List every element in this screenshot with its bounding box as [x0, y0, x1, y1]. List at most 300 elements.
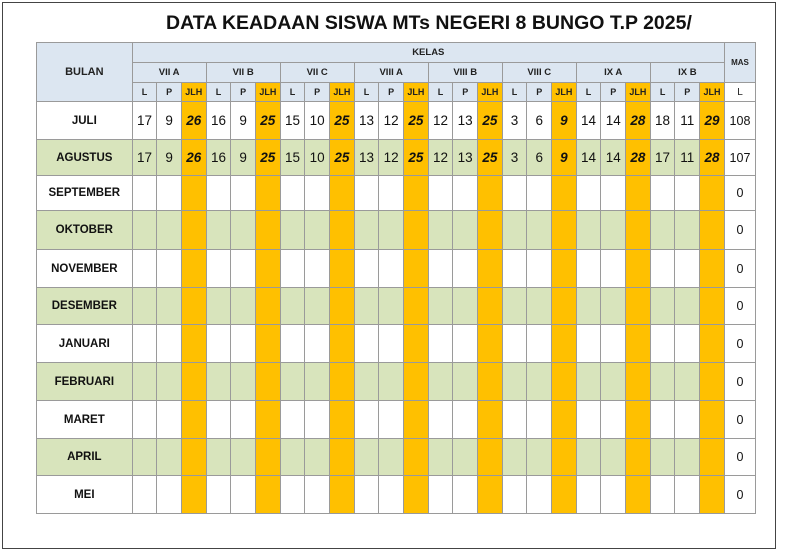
value-cell[interactable]: [576, 211, 601, 250]
total-cell[interactable]: 0: [724, 401, 755, 439]
value-cell[interactable]: 16: [206, 102, 231, 140]
jlh-cell[interactable]: [552, 288, 577, 325]
value-cell[interactable]: [231, 250, 256, 288]
value-cell[interactable]: [132, 288, 157, 325]
header-l: L: [650, 83, 675, 102]
value-cell[interactable]: [675, 401, 700, 439]
value-cell[interactable]: [601, 325, 626, 363]
value-cell[interactable]: [428, 476, 453, 514]
value-cell[interactable]: 17: [132, 140, 157, 176]
value-cell[interactable]: 16: [206, 140, 231, 176]
value-cell[interactable]: [280, 476, 305, 514]
month-cell[interactable]: MARET: [37, 401, 133, 439]
value-cell[interactable]: [132, 401, 157, 439]
jlh-cell[interactable]: [552, 439, 577, 476]
value-cell[interactable]: [527, 476, 552, 514]
jlh-cell[interactable]: [330, 401, 355, 439]
value-cell[interactable]: 14: [601, 102, 626, 140]
value-cell[interactable]: [206, 211, 231, 250]
jlh-cell[interactable]: [255, 250, 280, 288]
total-cell[interactable]: 0: [724, 325, 755, 363]
value-cell[interactable]: [675, 439, 700, 476]
value-cell[interactable]: 13: [354, 102, 379, 140]
value-cell[interactable]: [305, 363, 330, 401]
value-cell[interactable]: [576, 250, 601, 288]
value-cell[interactable]: 3: [502, 140, 527, 176]
jlh-cell[interactable]: [552, 211, 577, 250]
header-p: P: [453, 83, 478, 102]
value-cell[interactable]: [231, 325, 256, 363]
month-cell[interactable]: FEBRUARI: [37, 363, 133, 401]
jlh-cell[interactable]: 25: [255, 102, 280, 140]
total-cell[interactable]: 0: [724, 211, 755, 250]
value-cell[interactable]: [527, 401, 552, 439]
value-cell[interactable]: [453, 250, 478, 288]
jlh-cell[interactable]: [255, 401, 280, 439]
value-cell[interactable]: [379, 176, 404, 211]
jlh-cell[interactable]: [330, 211, 355, 250]
total-cell[interactable]: 0: [724, 176, 755, 211]
header-p: P: [157, 83, 182, 102]
value-cell[interactable]: [305, 325, 330, 363]
jlh-cell[interactable]: 25: [404, 140, 429, 176]
jlh-cell[interactable]: [330, 250, 355, 288]
total-cell[interactable]: 0: [724, 288, 755, 325]
value-cell[interactable]: [132, 250, 157, 288]
jlh-cell[interactable]: [626, 363, 651, 401]
jlh-cell[interactable]: [181, 288, 206, 325]
jlh-cell[interactable]: [181, 250, 206, 288]
value-cell[interactable]: [305, 439, 330, 476]
jlh-cell[interactable]: [181, 363, 206, 401]
jlh-cell[interactable]: 25: [404, 102, 429, 140]
value-cell[interactable]: [453, 439, 478, 476]
jlh-cell[interactable]: 28: [700, 140, 725, 176]
value-cell[interactable]: [601, 250, 626, 288]
value-cell[interactable]: [206, 363, 231, 401]
jlh-cell[interactable]: [552, 250, 577, 288]
jlh-cell[interactable]: [181, 476, 206, 514]
value-cell[interactable]: [453, 176, 478, 211]
value-cell[interactable]: [453, 476, 478, 514]
month-cell[interactable]: DESEMBER: [37, 288, 133, 325]
value-cell[interactable]: [576, 363, 601, 401]
jlh-cell[interactable]: [255, 476, 280, 514]
value-cell[interactable]: [650, 211, 675, 250]
value-cell[interactable]: 6: [527, 102, 552, 140]
value-cell[interactable]: [305, 211, 330, 250]
total-cell[interactable]: 0: [724, 363, 755, 401]
value-cell[interactable]: [305, 288, 330, 325]
value-cell[interactable]: [231, 211, 256, 250]
value-cell[interactable]: [576, 176, 601, 211]
value-cell[interactable]: [132, 439, 157, 476]
jlh-cell[interactable]: [404, 401, 429, 439]
value-cell[interactable]: [675, 176, 700, 211]
value-cell[interactable]: [601, 211, 626, 250]
jlh-cell[interactable]: [478, 325, 503, 363]
value-cell[interactable]: [280, 363, 305, 401]
value-cell[interactable]: [379, 439, 404, 476]
value-cell[interactable]: [157, 211, 182, 250]
value-cell[interactable]: [379, 250, 404, 288]
value-cell[interactable]: [502, 325, 527, 363]
month-cell[interactable]: SEPTEMBER: [37, 176, 133, 211]
value-cell[interactable]: [502, 250, 527, 288]
value-cell[interactable]: [354, 288, 379, 325]
value-cell[interactable]: [206, 250, 231, 288]
value-cell[interactable]: [354, 439, 379, 476]
value-cell[interactable]: [675, 325, 700, 363]
value-cell[interactable]: [601, 363, 626, 401]
value-cell[interactable]: [354, 476, 379, 514]
table-row: [37, 102, 756, 140]
value-cell[interactable]: 14: [576, 140, 601, 176]
value-cell[interactable]: 10: [305, 140, 330, 176]
jlh-cell[interactable]: 28: [626, 140, 651, 176]
value-cell[interactable]: 17: [132, 102, 157, 140]
jlh-cell[interactable]: 28: [626, 102, 651, 140]
header-jlh: JLH: [255, 83, 280, 102]
value-cell[interactable]: [453, 288, 478, 325]
value-cell[interactable]: [280, 211, 305, 250]
jlh-cell[interactable]: [626, 439, 651, 476]
jlh-cell[interactable]: [626, 401, 651, 439]
table-row: [37, 401, 756, 439]
jlh-cell[interactable]: [700, 476, 725, 514]
jlh-cell[interactable]: [404, 363, 429, 401]
jlh-cell[interactable]: [700, 325, 725, 363]
value-cell[interactable]: [206, 288, 231, 325]
jlh-cell[interactable]: 9: [552, 102, 577, 140]
value-cell[interactable]: [280, 176, 305, 211]
value-cell[interactable]: [527, 211, 552, 250]
value-cell[interactable]: [157, 439, 182, 476]
value-cell[interactable]: 3: [502, 102, 527, 140]
value-cell[interactable]: [379, 288, 404, 325]
jlh-cell[interactable]: [700, 401, 725, 439]
value-cell[interactable]: [502, 211, 527, 250]
jlh-cell[interactable]: [404, 439, 429, 476]
value-cell[interactable]: 12: [428, 140, 453, 176]
value-cell[interactable]: 13: [354, 140, 379, 176]
jlh-cell[interactable]: [626, 250, 651, 288]
value-cell[interactable]: 12: [379, 140, 404, 176]
jlh-cell[interactable]: [478, 401, 503, 439]
value-cell[interactable]: [379, 476, 404, 514]
jlh-cell[interactable]: [255, 439, 280, 476]
jlh-cell[interactable]: [255, 325, 280, 363]
value-cell[interactable]: 18: [650, 102, 675, 140]
jlh-cell[interactable]: [552, 476, 577, 514]
month-cell[interactable]: MEI: [37, 476, 133, 514]
value-cell[interactable]: [576, 401, 601, 439]
jlh-cell[interactable]: [626, 211, 651, 250]
value-cell[interactable]: [280, 325, 305, 363]
value-cell[interactable]: [354, 401, 379, 439]
value-cell[interactable]: [502, 439, 527, 476]
jlh-cell[interactable]: [700, 250, 725, 288]
jlh-cell[interactable]: [181, 439, 206, 476]
jlh-cell[interactable]: 26: [181, 140, 206, 176]
value-cell[interactable]: [428, 439, 453, 476]
jlh-cell[interactable]: [255, 363, 280, 401]
jlh-cell[interactable]: 25: [255, 140, 280, 176]
jlh-cell[interactable]: [330, 363, 355, 401]
value-cell[interactable]: [650, 288, 675, 325]
value-cell[interactable]: [675, 288, 700, 325]
value-cell[interactable]: [601, 288, 626, 325]
month-cell[interactable]: OKTOBER: [37, 211, 133, 250]
value-cell[interactable]: [132, 476, 157, 514]
jlh-cell[interactable]: [478, 250, 503, 288]
value-cell[interactable]: 6: [527, 140, 552, 176]
jlh-cell[interactable]: [626, 288, 651, 325]
value-cell[interactable]: [650, 476, 675, 514]
value-cell[interactable]: [132, 325, 157, 363]
jlh-cell[interactable]: [330, 439, 355, 476]
value-cell[interactable]: [650, 250, 675, 288]
value-cell[interactable]: [428, 211, 453, 250]
value-cell[interactable]: [354, 211, 379, 250]
value-cell[interactable]: [453, 363, 478, 401]
jlh-cell[interactable]: [552, 363, 577, 401]
jlh-cell[interactable]: [700, 176, 725, 211]
value-cell[interactable]: [675, 476, 700, 514]
jlh-cell[interactable]: [700, 211, 725, 250]
student-data-table: [36, 42, 756, 514]
value-cell[interactable]: [157, 250, 182, 288]
value-cell[interactable]: 10: [305, 102, 330, 140]
jlh-cell[interactable]: 25: [330, 102, 355, 140]
jlh-cell[interactable]: [478, 439, 503, 476]
value-cell[interactable]: [428, 363, 453, 401]
jlh-cell[interactable]: [181, 211, 206, 250]
table-row: [37, 476, 756, 514]
jlh-cell[interactable]: [552, 176, 577, 211]
jlh-cell[interactable]: [181, 401, 206, 439]
value-cell[interactable]: [379, 401, 404, 439]
total-cell[interactable]: 0: [724, 439, 755, 476]
value-cell[interactable]: [280, 250, 305, 288]
value-cell[interactable]: 11: [675, 140, 700, 176]
value-cell[interactable]: [675, 363, 700, 401]
jlh-cell[interactable]: [181, 176, 206, 211]
jlh-cell[interactable]: [478, 176, 503, 211]
jlh-cell[interactable]: [404, 250, 429, 288]
value-cell[interactable]: [601, 439, 626, 476]
jlh-cell[interactable]: 9: [552, 140, 577, 176]
value-cell[interactable]: [157, 476, 182, 514]
value-cell[interactable]: [453, 211, 478, 250]
value-cell[interactable]: [650, 401, 675, 439]
value-cell[interactable]: [502, 476, 527, 514]
value-cell[interactable]: [428, 250, 453, 288]
value-cell[interactable]: [428, 288, 453, 325]
value-cell[interactable]: [601, 176, 626, 211]
header-bulan: BULAN: [37, 43, 133, 102]
header-class: VIII B: [428, 63, 502, 83]
value-cell[interactable]: [231, 288, 256, 325]
value-cell[interactable]: [280, 401, 305, 439]
value-cell[interactable]: [527, 250, 552, 288]
value-cell[interactable]: 11: [675, 102, 700, 140]
value-cell[interactable]: [527, 176, 552, 211]
value-cell[interactable]: [650, 439, 675, 476]
jlh-cell[interactable]: [626, 325, 651, 363]
value-cell[interactable]: [379, 325, 404, 363]
value-cell[interactable]: [601, 401, 626, 439]
month-cell[interactable]: NOVEMBER: [37, 250, 133, 288]
header-l: L: [428, 83, 453, 102]
jlh-cell[interactable]: [330, 325, 355, 363]
jlh-cell[interactable]: [255, 288, 280, 325]
value-cell[interactable]: [231, 439, 256, 476]
value-cell[interactable]: [157, 176, 182, 211]
value-cell[interactable]: [379, 211, 404, 250]
value-cell[interactable]: [231, 363, 256, 401]
value-cell[interactable]: [502, 176, 527, 211]
month-cell[interactable]: AGUSTUS: [37, 140, 133, 176]
value-cell[interactable]: [354, 325, 379, 363]
jlh-cell[interactable]: [330, 176, 355, 211]
jlh-cell[interactable]: [552, 401, 577, 439]
jlh-cell[interactable]: [330, 288, 355, 325]
jlh-cell[interactable]: [404, 211, 429, 250]
jlh-cell[interactable]: 29: [700, 102, 725, 140]
value-cell[interactable]: 9: [157, 140, 182, 176]
value-cell[interactable]: [354, 250, 379, 288]
value-cell[interactable]: [675, 250, 700, 288]
value-cell[interactable]: 14: [576, 102, 601, 140]
header-jlh: JLH: [626, 83, 651, 102]
jlh-cell[interactable]: [478, 476, 503, 514]
value-cell[interactable]: [502, 288, 527, 325]
value-cell[interactable]: [305, 401, 330, 439]
value-cell[interactable]: 15: [280, 140, 305, 176]
value-cell[interactable]: [576, 476, 601, 514]
value-cell[interactable]: 9: [231, 140, 256, 176]
jlh-cell[interactable]: [700, 288, 725, 325]
header-l: L: [206, 83, 231, 102]
header-class: VIII A: [354, 63, 428, 83]
value-cell[interactable]: [132, 363, 157, 401]
value-cell[interactable]: [502, 363, 527, 401]
value-cell[interactable]: [206, 325, 231, 363]
value-cell[interactable]: [157, 288, 182, 325]
jlh-cell[interactable]: 25: [478, 102, 503, 140]
value-cell[interactable]: 9: [157, 102, 182, 140]
value-cell[interactable]: [231, 401, 256, 439]
jlh-cell[interactable]: 26: [181, 102, 206, 140]
value-cell[interactable]: [576, 325, 601, 363]
value-cell[interactable]: [305, 476, 330, 514]
jlh-cell[interactable]: [478, 288, 503, 325]
value-cell[interactable]: 9: [231, 102, 256, 140]
value-cell[interactable]: [157, 363, 182, 401]
value-cell[interactable]: [601, 476, 626, 514]
value-cell[interactable]: [132, 211, 157, 250]
jlh-cell[interactable]: [255, 176, 280, 211]
value-cell[interactable]: [132, 176, 157, 211]
month-cell[interactable]: APRIL: [37, 439, 133, 476]
jlh-cell[interactable]: 25: [330, 140, 355, 176]
total-cell[interactable]: 108: [724, 102, 755, 140]
value-cell[interactable]: [675, 211, 700, 250]
value-cell[interactable]: [354, 363, 379, 401]
month-cell[interactable]: JANUARI: [37, 325, 133, 363]
value-cell[interactable]: [527, 288, 552, 325]
value-cell[interactable]: [157, 325, 182, 363]
jlh-cell[interactable]: [330, 476, 355, 514]
value-cell[interactable]: 14: [601, 140, 626, 176]
value-cell[interactable]: 12: [379, 102, 404, 140]
jlh-cell[interactable]: [404, 325, 429, 363]
total-cell[interactable]: 0: [724, 476, 755, 514]
value-cell[interactable]: [206, 476, 231, 514]
jlh-cell[interactable]: [181, 325, 206, 363]
jlh-cell[interactable]: [478, 211, 503, 250]
value-cell[interactable]: [650, 325, 675, 363]
value-cell[interactable]: [576, 439, 601, 476]
value-cell[interactable]: 13: [453, 140, 478, 176]
jlh-cell[interactable]: [700, 439, 725, 476]
value-cell[interactable]: [453, 401, 478, 439]
value-cell[interactable]: [428, 401, 453, 439]
month-cell[interactable]: JULI: [37, 102, 133, 140]
jlh-cell[interactable]: [700, 363, 725, 401]
value-cell[interactable]: [206, 401, 231, 439]
value-cell[interactable]: [527, 325, 552, 363]
value-cell[interactable]: [453, 325, 478, 363]
value-cell[interactable]: [650, 363, 675, 401]
value-cell[interactable]: [379, 363, 404, 401]
value-cell[interactable]: [502, 401, 527, 439]
value-cell[interactable]: [280, 288, 305, 325]
value-cell[interactable]: [206, 176, 231, 211]
value-cell[interactable]: [650, 176, 675, 211]
value-cell[interactable]: 13: [453, 102, 478, 140]
jlh-cell[interactable]: [552, 325, 577, 363]
jlh-cell[interactable]: [255, 211, 280, 250]
jlh-cell[interactable]: [478, 363, 503, 401]
total-cell[interactable]: 0: [724, 250, 755, 288]
value-cell[interactable]: [206, 439, 231, 476]
jlh-cell[interactable]: 25: [478, 140, 503, 176]
total-cell[interactable]: 107: [724, 140, 755, 176]
value-cell[interactable]: [527, 363, 552, 401]
value-cell[interactable]: [305, 176, 330, 211]
value-cell[interactable]: 15: [280, 102, 305, 140]
value-cell[interactable]: [354, 176, 379, 211]
jlh-cell[interactable]: [626, 176, 651, 211]
jlh-cell[interactable]: [404, 288, 429, 325]
jlh-cell[interactable]: [626, 476, 651, 514]
value-cell[interactable]: [428, 176, 453, 211]
value-cell[interactable]: [527, 439, 552, 476]
value-cell[interactable]: [157, 401, 182, 439]
jlh-cell[interactable]: [404, 176, 429, 211]
jlh-cell[interactable]: [404, 476, 429, 514]
value-cell[interactable]: 17: [650, 140, 675, 176]
value-cell[interactable]: [231, 476, 256, 514]
value-cell[interactable]: 12: [428, 102, 453, 140]
value-cell[interactable]: [305, 250, 330, 288]
value-cell[interactable]: [231, 176, 256, 211]
value-cell[interactable]: [280, 439, 305, 476]
value-cell[interactable]: [576, 288, 601, 325]
value-cell[interactable]: [428, 325, 453, 363]
